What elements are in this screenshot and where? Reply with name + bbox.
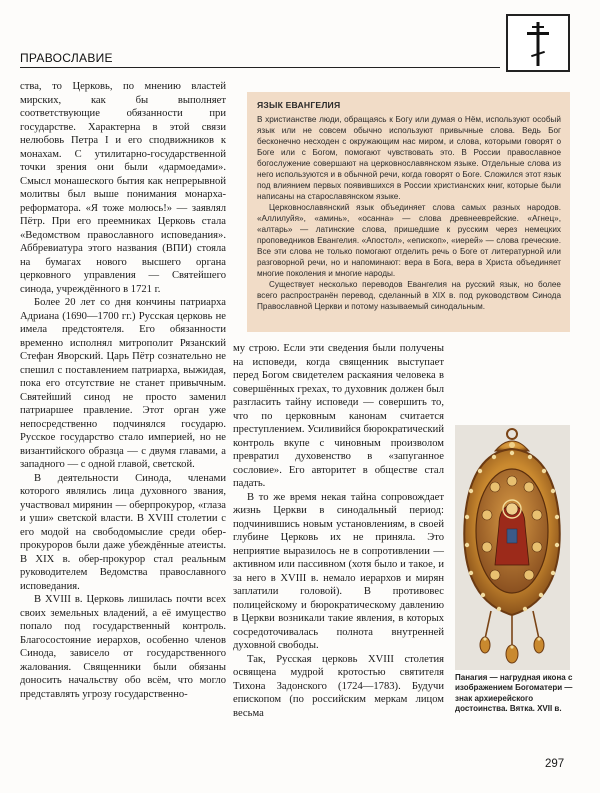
paragraph: В XVIII в. Церковь лишилась почти всех своих земельных владений, а её имущество попало под государственный контроль. Благосостояние иерархов, особенно членов Синода, зависело от государственного жалования. Священники были обязаны доносить начальству обо всём, что могло представлять угрозу государственно- (20, 594, 226, 700)
page-number: 297 (545, 758, 565, 770)
paragraph: В то же время некая тайна сопровождает жизнь Церкви в синодальный период: подчинившись новым установлениям, в своей глубине Церковь их не приняла. Это неприятие выразилось не в сопротивлении — активном или пассивном (хотя было и такое, и за него в XVIII в. немало иерархов и мирян заплатили головой). В противовес полицейскому и бюрократическому давлению в Церкви возникали такие явления, в которых сосредоточивалась полнота внутренней духовной свободы. (233, 491, 444, 651)
figure-caption: Панагия — нагрудная икона с изображением Богоматери — знак архиерейского достоинства. Вятка. XVII в. (455, 673, 573, 714)
paragraph: Более 20 лет со дня кончины патриарха Адриана (1690—1700 гг.) Русская церковь не имела предстоятеля. Его обязанности временно исполнял митрополит Рязанский Стефан Яворский. Царь Пётр сознательно не спешил с поставлением патриарха, выжидая, пока его отсутствие не станет привычным. Святейший синод не просто заменил патриаршее правление. Этот орган уже непосредственно подчинялся государю. Русское государство стало империей, но не византийского образца — с двумя главами, а западного — с одной главой, светской. (20, 297, 226, 470)
sidebar-paragraph: В христианстве люди, обращаясь к Богу или думая о Нём, используют особый язык или не совсем обычно используют привычные слова. Ведь Бог бесконечно несходен с окружающим нас миром, и слова, которыми говорят о Боге или с Богом, помогают чувствовать это. В России православное богослужение совершают на церковнославянском языке. Отдельные слова из него используются и в обычной речи, когда говорят о Боге. Сложился этот язык под влиянием первых появившихся в России христианских книг, которые были написаны на старославянском языке. (257, 115, 561, 201)
page-header (0, 0, 600, 74)
paragraph: Так, Русская церковь XVIII столетия освящена мудрой кротостью святителя Тихона Задонского (1724—1783). Будучи епископом (по российским меркам лицом весьма (233, 653, 444, 719)
panagia-image (455, 425, 570, 670)
paragraph: му строю. Если эти сведения были получены на исповеди, когда священник выступает перед Богом свидетелем раскаяния человека в совершённых грехах, то духовник должен был разгласить тайну исповеди — совершить то, что по церковным канонам считается преступлением. Усиливийся бюрократический контроль вкупе с чиновным произволом превратил духовенство в «запуганное сословие». Его авторитет в обществе стал падать. (233, 343, 444, 489)
paragraph: В деятельности Синода, членами которого являлись лица духовного звания, участвовал мирянин — оберпрокурор, «глаза и уши» светской власти. В XVIII столетии с его модой на свободомыслие среди обер-прокуроров были даже убеждённые атеисты. В XIX в. обер-прокурор стал реальным руководителем Ведомства православного исповедания. (20, 472, 226, 592)
left-column (20, 80, 226, 701)
sidebar-paragraph: Церковнославянский язык объединяет слова самых разных народов. «Аллилуйя», «аминь», «осанна» — слова древнееврейские. «Агнец», «алтарь» — латинские слова, пришедшие к русским через немецких проповедников Евангелия. «Апостол», «епископ», «иерей» — слова греческие. Все эти слова не только помогают отделить речь о Боге от литературной или разговорной речи, но и напоминают: вера в Бога, вера в Христа объединяет многие поколения и многие народы. (257, 203, 561, 278)
sidebar-paragraph: Существует несколько переводов Евангелия на русский язык, но более всего распространён перевод, сделанный в XIX в. под руководством Синода Православной Церкви и потому называемый синодальным. (257, 280, 561, 311)
paragraph: ства, то Церковь, по мнению властей мирских, как бы выполняет соответствующие обязанности при государстве. Характерна в этой связи нелюбовь Петра I и его сподвижников к монахам. С утилитарно-государственной точки зрения они были «дармоедами». Смысл монашеского бытия как непрерывной молитвы был выше понимания монарха-реформатора. «Я тоже молюсь!» — заявлял Пётр. При его преемниках Церковь стала «Ведомством православного исповедания». Аббревиатура этого названия (ВПИ) стояла на бумагах нового высшего органа церковного управления — Святейшего синода, учреждённого в 1721 г. (20, 81, 226, 295)
middle-column (233, 342, 444, 720)
panagia-drawing (455, 425, 570, 670)
header-rule (20, 67, 500, 68)
section-title: ПРАВОСЛАВИЕ (20, 51, 113, 65)
sidebar-box (247, 92, 570, 332)
cross-glyph (523, 22, 553, 66)
orthodox-cross-icon (506, 14, 570, 72)
sidebar-title: ЯЗЫК ЕВАНГЕЛИЯ (257, 100, 341, 110)
